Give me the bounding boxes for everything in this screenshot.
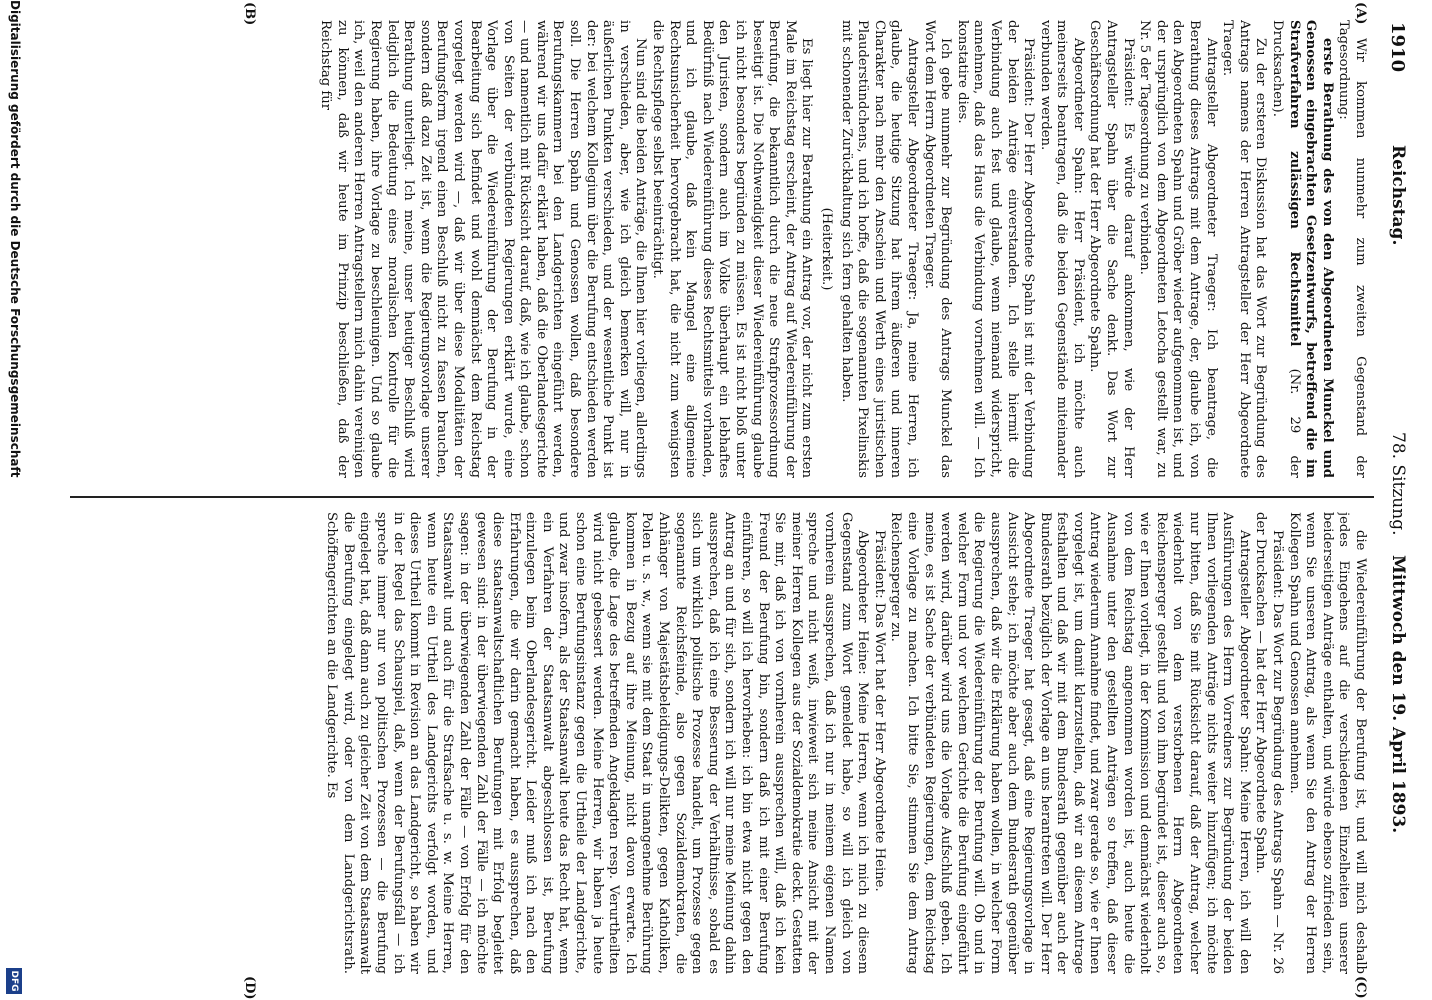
speech-paragraph: Ich gebe nunmehr zur Begründung des Antrags Munckel das Wort dem Herrn Abgeordneten Traeger. <box>921 20 954 478</box>
margin-mark-b: (B) <box>242 2 257 26</box>
speech-paragraph: Antragsteller Abgeordneter Traeger: Ich beantrage, die Berathung dieses Antrags mit dem Antrage, der, glaube ich, von den Abgeordneten Spahn und Gröber wieder aufgenommen ist, und der ursprünglich von dem Abgeordneten Letocha gestellt war, zu Nr. 5 der Tagesordnung zu verbinden. <box>1137 20 1219 478</box>
digitization-credit: Digitalisierung gefördert durch die Deutsche Forschungsgemeinschaft <box>8 0 22 478</box>
page-number: 1910 <box>1387 22 1408 73</box>
margin-mark-c: (C) <box>1353 976 1368 999</box>
page-footer <box>6 0 28 1000</box>
session-number: 78. Sitzung. <box>1388 432 1408 536</box>
speech-paragraph: Antragsteller Abgeordneter Spahn: Meine Herren, ich will den Ausführungen des Herrn Vorredners zur Begründung der beiden Ihnen vorliegenden Anträge nichts weiter hinzufügen; ich möchte nur bitten, daß Sie mit Rücksicht darauf, daß der Antrag, welcher wiederholt von dem verstorbenen Herrn Abgeordneten Reichensperger gestellt und von ihm begründet ist, dieser auch so, wie er Ihnen vorliegt, in der Kommission und demnächst wiederholt von dem Reichstag angenommen worden ist, auch heute die Ausnahme unter den gestellten Anträgen so treffen, daß dieser Antrag wiederum Annahme findet, und zwar gerade so, wie er Ihnen vorgelegt ist, um damit klarzustellen, daß wir an diesem Antrage festhalten und daß wir mit dem Bundesrath gegenüber auch der Bundesrath bezüglich der Vorlage an uns herantreten will. Der Herr Abgeordnete Traeger hat gesagt, daß eine Regierungsvorlage in Aussicht stehe; ich möchte aber auch dem Bundesrath gegenüber aussprechen, daß wir die Erklärung haben wollen, in welcher Form die Regierung die Wiedereinführung der Berufung will. Ob und in welcher Form und vor welchem Gerichte die Berufung eingeführt werden wird, darüber wird uns die Vorlage Aufschluß geben. Ich meine, es ist Sache der verbündeten Regierungen, dem Reichstag eine Vorlage zu machen. Ich bitte Sie, stimmen Sie dem Antrag Reichensperger zu. <box>888 512 1252 974</box>
speech-paragraph: Präsident: Es würde darauf ankommen, wie der Herr Antragsteller Spahn über die Sache denkt. Das Wort zur Geschäftsordnung hat der Herr Abgeordnete Spahn. <box>1087 20 1136 478</box>
margin-mark-d: (D) <box>242 976 257 1000</box>
agenda-item <box>1268 20 1334 478</box>
speech-paragraph: Abgeordneter Heine: Meine Herren, wenn ich mich zu diesem Gegenstand zum Wort gemeldet habe, so will ich gleich von vornherein aussprechen, daß ich nur in meinem eigenen Namen spreche und nicht weiß, inwieweit sich meine Ansicht mit der meiner Herren Kollegen aus der Sozialdemokratie deckt. Gestatten Sie mir, daß ich von vornherein aussprechen will, daß ich kein Freund der Berufung bin, sondern daß ich mit einer Berufung einführen, so will ich hervorheben: ich bin etwa nicht gegen den Antrag an und für sich, sondern ich will nur meine Meinung dahin aussprechen, daß ich eine Besserung der Verhältnisse, sobald es sich um wirklich politische Prozesse handelt, um Prozesse gegen sogenannte Reichsfeinde, also gegen Sozialdemokraten, die Anhänger von Majestätsbeleidigungs-Delikten, gegen Katholiken, Polen u. s. w., wenn sie mit dem Staat in unangenehme Berührung kommen in Bezug auf ihre Meinung, nicht davon erwarte. Ich glaube, die Lage des betreffenden Angeklagten resp. Verurtheilten wird nicht gebessert werden. Meine Herren, wir haben ja heute schon eine Berufungsinstanz gegen die Urtheile der Landgerichte, und zwar insofern, als der Staatsanwalt heute das Recht hat, wenn ein Verfahren der Staatsanwalt abgeschlossen ist, Berufung einzulegen beim Oberlandesgericht. Leider muß ich nach den Erfahrungen, die wir darin gemacht haben, es aussprechen, daß diese staatsanwaltschaftlichen Berufungen mit Erfolg begleitet gewesen sind: in der überwiegenden Zahl der Fälle — ich möchte sagen: in der überwiegenden Zahl der Fälle — von Erfolg für den Staatsanwalt und auch für die Strafsache u. s. w. Meine Herren, wenn heute ein Urtheil des Landgerichts verfolgt worden, und dieses Urtheil kommt in Revision an das Landgericht, so haben wir in der Regel das Schauspiel, daß, wenn der Berufungsfall — ich spreche immer nur von politischen Prozessen — die Berufung eingelegt hat, daß dann auch zu gleicher Zeit von dem Staatsanwalt die Berufung eingelegt wird, oder von dem Landgerichtsrath. Schöffengerichten an die Landgerichte. Es <box>324 512 871 974</box>
speech-paragraph: Präsident: Das Wort hat der Herr Abgeordnete Heine. <box>871 530 887 892</box>
speech-paragraph: Nun sind die beiden Anträge, die Ihnen hier vorliegen, allerdings in verschieden, aber, wie ich gleich bemerken will, nur in äußerlichen Punkten verschieden, und der wesentliche Punkt ist der: bei welchem Kollegium über die Berufung entschieden werden soll. Die Herren Spahn und Genossen wollen, daß besondere Berufungskammern bei den Landgerichten eingeführt werden, während wir uns dafür erklärt haben, daß die Oberlandesgerichte — und namentlich mit Rücksicht darauf, daß, wie ich glaube, schon von Seiten der verbündeten Regierungen erklärt wurde, eine Vorlage über die Wiedereinführung der Berufung in der Bearbeitung sich befindet und wohl demnächst dem Reichstag vorgelegt werden wird —, daß wir über diese Modalitäten der Berufungsform irgend einen Beschluß nicht zu fassen brauchen, sondern daß dazu Zeit ist, wenn die Regierungsvorlage unserer Berathung unterliegt. Ich meine, unser heutiger Beschluß wird lediglich die Bedeutung eines moralischen Kontrolle für die Regierung haben, ihre Vorlage zu beschleunigen. Und so glaube ich, weil den anderen Herren Antragstellern mich dahin vereinigen zu können, daß wir heute im Prinzip beschließen, daß der Reichstag für <box>318 20 649 478</box>
page-header <box>1384 0 1414 1000</box>
speech-paragraph: Präsident: Der Herr Abgeordnete Spahn ist mit der Verbindung der beiden Anträge einverstanden. Ich stelle hiermit die Verbindung auch fest und glaube, wenn niemand widerspricht, annehmen, daß das Haus die Verbindung vornehmen will. — Ich konstatire dies. <box>954 20 1037 478</box>
speech-paragraph: Abgeordneter Spahn: Herr Präsident, ich möchte auch meinerseits beantragen, daß die beiden Gegenstände miteinander verbunden werden. <box>1037 20 1086 478</box>
paragraph: Zu der ersteren Diskussion hat das Wort zur Begründung des Antrags namens der Herren Antragsteller der Herr Abgeordnete Traeger. <box>1220 20 1269 478</box>
speech-paragraph: Es liegt hier zur Berathung ein Antrag vor, der nicht zum ersten Male im Reichstag erscheint, der Antrag auf Wiedereinführung der Berufung, die bekanntlich durch die neue Strafprozessordnung beseitigt ist. Die Nothwendigkeit dieser Wiedereinführung glaube ich nicht besonders begründen zu müssen. Es ist nicht bloß unter den Juristen, sondern auch im Volke überhaupt ein lebhaftes Bedürfniß nach Wiedereinführung dieses Rechtsmittels vorhanden, und ich glaube, daß kein Mangel eine allgemeine Rechtsunsicherheit hervorgebracht hat, die nicht zum wenigsten die Rechtspflege selbst beeinträchtigt. <box>650 20 815 478</box>
left-column <box>70 20 1368 478</box>
interjection: (Heiterkeit.) <box>819 207 834 291</box>
agenda-item-rest: (Nr. 29 der Drucksachen). <box>1270 20 1302 478</box>
paragraph: Wir kommen nunmehr zum zweiten Gegenstand der Tagesordnung: <box>1336 20 1368 478</box>
column-divider <box>70 496 1374 498</box>
session-date: Mittwoch den 19. April 1893. <box>1388 555 1408 834</box>
speech-paragraph: Präsident: Das Wort zur Begründung des Antrags Spahn — Nr. 26 der Drucksachen — hat der Herr Abgeordnete Spahn. <box>1253 512 1286 974</box>
publication-title: Reichstag. <box>1388 145 1408 246</box>
margin-mark-a: (A) <box>1353 2 1368 25</box>
speech-paragraph: Antragsteller Abgeordneter Traeger: Ja, meine Herren, ich glaube, die heutige Sitzung hat ihrem äußeren und inneren Charakter nach mehr den Anschein und Werth eines juristischen Plauderstündchens, und ich hoffe, daß die sogenannten Pixelinskis mit schonender Zurückhaltung sich fern gehalten haben. <box>838 20 920 478</box>
speech-paragraph: die Wiedereinführung der Berufung ist, und will mich deshalb jedes Eingehens auf die verschiedenen Einzelheiten unserer beiderseitigen Anträge enthalten, und würde ebenso zufrieden sein, wenn Sie unseren Antrag, als wenn Sie den Antrag der Herren Kollegen Spahn und Genossen annehmen. <box>1286 512 1368 974</box>
agenda-item-bold: erste Berathung des von den Abgeordneten Munckel und Genossen eingebrachten Gesetzentwurfs, betreffend die im Strafverfahren zulässigen Rechtsmittel <box>1286 20 1335 478</box>
right-column <box>70 512 1368 974</box>
dfg-logo-icon: DFG <box>6 968 22 994</box>
